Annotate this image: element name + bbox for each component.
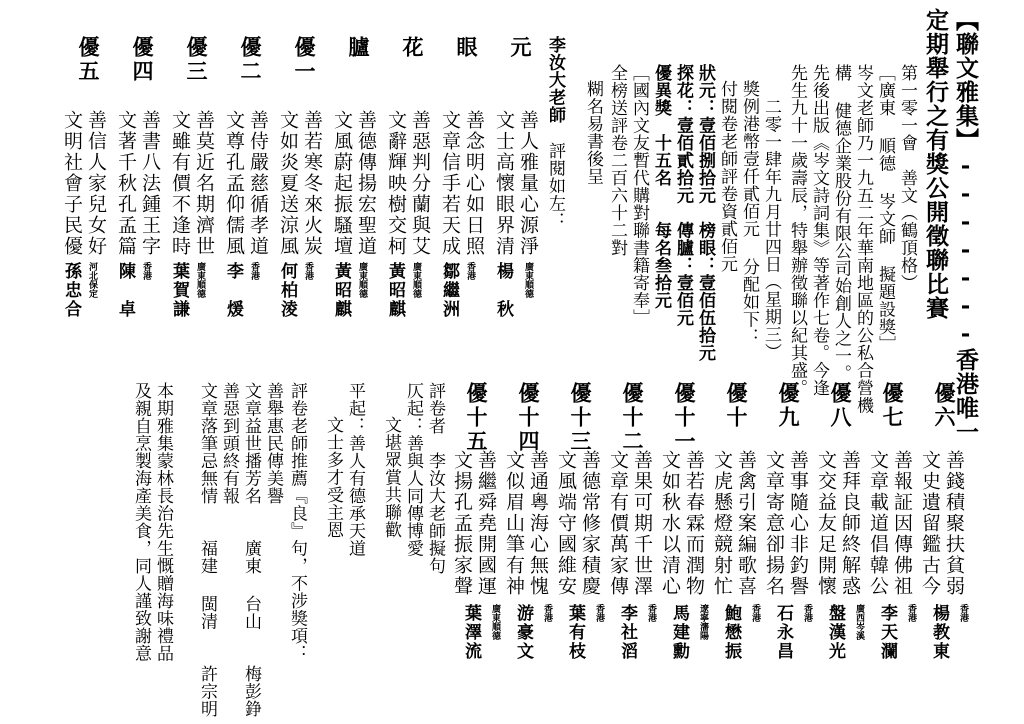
couplet-line: 善若寒冬來火炭: [301, 110, 323, 257]
author-name: 李 煖: [223, 262, 243, 319]
author-name: 楊 秋: [493, 262, 513, 319]
author-name: 石永昌: [773, 604, 793, 661]
commentary-line: 評卷者 李汝大老師擬句: [425, 382, 445, 575]
rank-label: 優七: [880, 382, 905, 430]
commentary-line: 仄起：善與人同傳博愛: [403, 382, 423, 557]
rank-label: 優十一: [672, 382, 697, 454]
intro-line: 全榜送評卷二百六十二對: [607, 64, 627, 257]
couplet-line: 文章寄意卻揚名: [763, 450, 785, 597]
rank-label: 優二: [238, 36, 263, 84]
author-location: 香港: [465, 262, 475, 280]
intro-line: 優異獎 十五名 每名叁拾元: [651, 64, 671, 309]
title-line-2: 定期舉行之有獎公開徵聯比賽: [922, 8, 949, 320]
intro-line: 糊名易書後呈: [583, 80, 603, 185]
couplet-line: 文交益友足開懷: [815, 450, 837, 597]
couplet-line: 善德常修家積慶: [579, 450, 601, 597]
commentary-line: 善舉惠民傳美譽: [263, 382, 283, 505]
rank-label: 優四: [130, 36, 155, 84]
rank-label: 優十三: [568, 382, 593, 454]
couplet-line: 善念明心如日照: [463, 110, 485, 257]
couplet-line: 善通粵海心無愧: [527, 450, 549, 597]
author-location: 香港: [249, 262, 259, 280]
couplet-line: 文似眉山筆有神: [503, 450, 525, 597]
author-location: 香港: [141, 262, 151, 280]
intro-line: 第一零一會 善文（鶴頂格）: [897, 64, 917, 292]
rank-label: 優十二: [620, 382, 645, 454]
couplet-line: 文如秋水以清心: [659, 450, 681, 597]
intro-line: ［國內文友暫代購對聯書籍寄奉］: [629, 64, 649, 327]
rank-label: 元: [508, 36, 533, 60]
intro-line: 二零一肆年九月廿四日（星期三）: [761, 98, 781, 361]
rank-label: 花: [400, 36, 425, 60]
couplet-line: 善報証因傳佛祖: [891, 450, 913, 597]
intro-line: 探花：壹佰貳拾元 傳臚：壹佰元: [673, 64, 693, 327]
couplet-line: 善侍嚴慈循孝道: [247, 110, 269, 257]
couplet-line: 善若春霖而潤物: [683, 450, 705, 597]
author-name: 陳 卓: [115, 262, 135, 319]
couplet-line: 文章信手若天成: [439, 110, 461, 257]
rank-label: 優六: [932, 382, 957, 430]
author-name: 鮑懋振: [721, 604, 741, 661]
author-name: 葉有枝: [565, 604, 585, 661]
couplet-line: 善繼舜堯開國運: [475, 450, 497, 597]
couplet-line: 文風端守國維安: [555, 450, 577, 597]
author-location: 廣東順德: [195, 262, 205, 298]
intro-line: 構 健德企業股份有限公司始創人之一。: [831, 64, 851, 382]
author-location: 香港: [594, 604, 604, 622]
commentary-line: 文章落筆忌無情 福建 閩清 許宗明: [197, 382, 217, 718]
commentary-line: 評卷老師推薦『良』句，不涉獎項：: [287, 382, 307, 662]
author-location: 廣東順德: [357, 262, 367, 298]
rank-label: 臚: [346, 36, 371, 60]
couplet-line: 文士高懷眼界清: [493, 110, 515, 257]
couplet-line: 善禽引案編歌喜: [735, 450, 757, 597]
intro-line: 先生九十一歲壽辰，特舉辦徵聯以紀其盛。: [787, 64, 807, 397]
rank-label: 眼: [454, 36, 479, 60]
rank-label: 優一: [292, 36, 317, 84]
commentary-line: 文堪眾賞共聯歡: [381, 416, 401, 539]
author-location: 香港: [303, 262, 313, 280]
rank-label: 優九: [776, 382, 801, 430]
couplet-line: 文風蔚起振騷壇: [331, 110, 353, 257]
author-location: 香港: [958, 604, 968, 622]
rank-label: 優十五: [464, 382, 489, 454]
author-location: 遼寧瀋陽: [698, 604, 708, 640]
author-name: 黃昭麒: [385, 262, 405, 319]
author-location: 河北保定: [87, 262, 97, 298]
commentary-line: 善惡到頭終有報: [219, 382, 239, 505]
author-location: 香港: [906, 604, 916, 622]
couplet-line: 善果可期千世澤: [631, 450, 653, 597]
author-name: 楊教東: [929, 604, 949, 661]
author-name: 馬建勳: [669, 604, 689, 661]
intro-line: 岑文老師乃一九五二年華南地區的公私合營機: [853, 64, 873, 414]
rank-label: 優十: [724, 382, 749, 430]
author-location: 香港: [802, 604, 812, 622]
couplet-line: 文史遺留鑑古今: [919, 450, 941, 597]
couplet-line: 善錢積聚扶貧弱: [943, 450, 965, 597]
author-name: 黃昭麒: [331, 262, 351, 319]
couplet-line: 文著千秋孔孟篇: [115, 110, 137, 257]
intro-line: 先後出版《岑文詩詞集》等著作七卷。今逢: [809, 64, 829, 397]
author-location: 廣東順德: [523, 262, 533, 298]
intro-line: 狀元：壹佰捌拾元 榜眼：壹佰伍拾元: [695, 64, 715, 362]
author-location: 香港: [646, 604, 656, 622]
author-name: 盤漢光: [825, 604, 845, 661]
couplet-line: 文辭輝映樹交柯: [385, 110, 407, 257]
commentary-line: 文章益世播芳名 廣東 台山 梅彭錚: [241, 382, 261, 718]
title-line-1: 【聯文雅集】-------香港唯一: [952, 8, 979, 444]
author-name: 孫忠合: [61, 262, 81, 319]
couplet-line: 文雖有價不逢時: [169, 110, 191, 257]
couplet-line: 文章有價萬家傳: [607, 450, 629, 597]
commentary-line: 及親自烹製海產美食，同人謹致謝意: [131, 382, 151, 662]
commentary-line: 本期雅集蒙林長治先生慨贈海味禮品: [153, 382, 173, 662]
author-name: 李天瀾: [877, 604, 897, 661]
author-location: 廣東順德: [490, 604, 500, 640]
couplet-line: 善莫近名期濟世: [193, 110, 215, 257]
author-name: 葉澤流: [461, 604, 481, 661]
intro-line: 獎例港幣壹仟貳佰元 分配如下：: [739, 80, 759, 346]
rank-label: 優八: [828, 382, 853, 430]
couplet-line: 善信人家兒女好: [85, 110, 107, 257]
author-name: 游豪文: [513, 604, 533, 661]
intro-line: ［廣東 順德 岑文師 擬題設獎］: [875, 64, 895, 353]
couplet-line: 文揚孔孟振家聲: [451, 450, 473, 597]
couplet-line: 文章載道倡韓公: [867, 450, 889, 597]
couplet-line: 善德傳揚宏聖道: [355, 110, 377, 257]
author-name: 鄒繼洲: [439, 262, 459, 319]
rank-label: 優五: [76, 36, 101, 84]
couplet-line: 善事隨心非釣譽: [787, 450, 809, 597]
author-name: 葉賀謙: [169, 262, 189, 319]
couplet-line: 文明社會子民優: [61, 110, 83, 257]
couplet-line: 善惡判分蘭與艾: [409, 110, 431, 257]
couplet-line: 善人雅量心源淨: [517, 110, 539, 257]
judge-name: 李汝大老師: [545, 36, 565, 124]
author-location: 香港: [542, 604, 552, 622]
commentary-line: 平起：善人有德承天道: [345, 382, 365, 557]
commentary-line: 文士多才受主恩: [323, 416, 343, 539]
author-location: 廣西岑溪: [854, 604, 864, 640]
judge-tail: 評閱如左：: [545, 142, 565, 230]
author-location: 香港: [750, 604, 760, 622]
author-location: 廣東順德: [411, 262, 421, 298]
rank-label: 優十四: [516, 382, 541, 454]
rank-label: 優三: [184, 36, 209, 84]
author-name: 李社滔: [617, 604, 637, 661]
couplet-line: 善拜良師終解惑: [839, 450, 861, 597]
author-name: 何柏淩: [277, 262, 297, 319]
couplet-line: 文如炎夏送涼風: [277, 110, 299, 257]
couplet-line: 善書八法鍾王字: [139, 110, 161, 257]
couplet-line: 文虎懸燈競射忙: [711, 450, 733, 597]
intro-line: 付閱卷老師評卷資貳佰元: [717, 80, 737, 273]
couplet-line: 文尊孔孟仰儒風: [223, 110, 245, 257]
